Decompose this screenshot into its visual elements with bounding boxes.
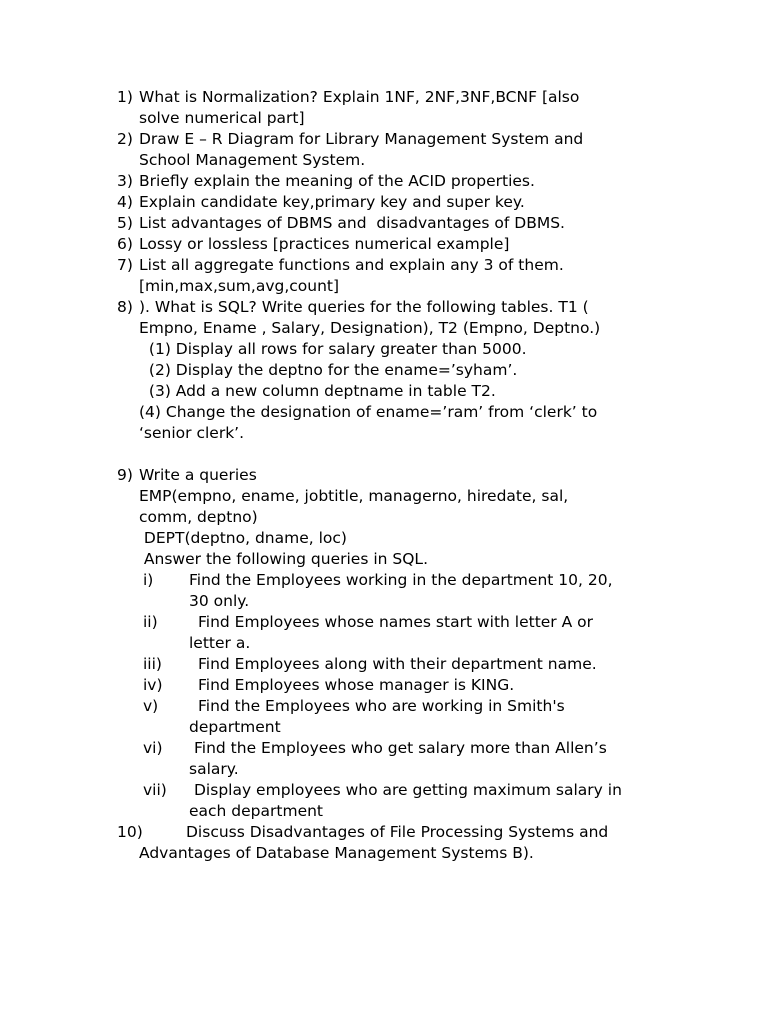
- sub-question-vii: [0, 780, 689, 822]
- question-number: 4): [117, 193, 133, 211]
- sub-question-text: department: [189, 718, 281, 736]
- sub-question-text: each department: [189, 802, 324, 820]
- question-text: Lossy or lossless [practices numerical example]: [139, 235, 510, 253]
- sub-question-ii: [0, 612, 689, 654]
- sub-question: (3) Add a new column deptname in table T2.: [144, 382, 496, 400]
- question-list: [0, 87, 768, 864]
- schema-line: EMP(empno, ename, jobtitle, managerno, hiredate, sal,: [139, 487, 569, 505]
- sub-question-iii: [0, 654, 689, 675]
- question-text: Write a queries: [139, 466, 257, 484]
- sub-question-text: Find the Employees who get salary more than Allen’s: [194, 739, 607, 757]
- question-text: School Management System.: [139, 151, 366, 169]
- question-text: Answer the following queries in SQL.: [139, 550, 428, 568]
- question-7: [0, 255, 679, 297]
- question-8: [0, 297, 679, 444]
- schema-line: DEPT(deptno, dname, loc): [139, 529, 347, 547]
- roman-number: iv): [143, 676, 163, 694]
- sub-question-text: Find the Employees who are working in Smith's: [198, 697, 565, 715]
- roman-number: iii): [143, 655, 162, 673]
- question-3: [0, 171, 679, 192]
- question-text: [min,max,sum,avg,count]: [139, 277, 340, 295]
- sub-question-text: Find Employees along with their department name.: [198, 655, 597, 673]
- sub-question-iv: [0, 675, 689, 696]
- sub-question-v: [0, 696, 689, 738]
- question-text: solve numerical part]: [139, 109, 305, 127]
- sub-question-text: Display employees who are getting maximum salary in: [194, 781, 622, 799]
- sub-question-vi: [0, 738, 689, 780]
- question-text: ). What is SQL? Write queries for the following tables. T1 (: [139, 298, 589, 316]
- sub-question: (1) Display all rows for salary greater than 5000.: [144, 340, 527, 358]
- question-text: List all aggregate functions and explain any 3 of them.: [139, 256, 564, 274]
- question-6: [0, 234, 679, 255]
- question-9: [0, 465, 679, 570]
- question-text: Empno, Ename , Salary, Designation), T2 (Empno, Deptno.): [139, 319, 601, 337]
- roman-number: vi): [143, 739, 163, 757]
- sub-question-text: 30 only.: [189, 592, 250, 610]
- sub-question: (4) Change the designation of ename=’ram’ from ‘clerk’ to: [139, 403, 598, 421]
- question-text: Explain candidate key,primary key and super key.: [139, 193, 525, 211]
- question-text: Advantages of Database Management Systems B).: [139, 844, 534, 862]
- roman-number: i): [143, 571, 154, 589]
- question-number: 8): [117, 298, 133, 316]
- question-text: What is Normalization? Explain 1NF, 2NF,3NF,BCNF [also: [139, 88, 580, 106]
- question-text: Briefly explain the meaning of the ACID properties.: [139, 172, 535, 190]
- roman-number: v): [143, 697, 159, 715]
- schema-line: comm, deptno): [139, 508, 258, 526]
- question-1: [0, 87, 679, 129]
- sub-question-text: salary.: [189, 760, 239, 778]
- question-text: Discuss Disadvantages of File Processing Systems and: [186, 823, 609, 841]
- question-10: [0, 822, 679, 864]
- sub-question: ‘senior clerk’.: [139, 424, 245, 442]
- sub-question-text: Find Employees whose names start with letter A or: [198, 613, 593, 631]
- sub-question: (2) Display the deptno for the ename=’syham’.: [144, 361, 518, 379]
- sub-question-text: Find the Employees working in the department 10, 20,: [189, 571, 613, 589]
- sub-question-text: letter a.: [189, 634, 251, 652]
- question-number: 2): [117, 130, 133, 148]
- question-text: List advantages of DBMS and disadvantages of DBMS.: [139, 214, 565, 232]
- question-text: Draw E – R Diagram for Library Management System and: [139, 130, 584, 148]
- roman-number: ii): [143, 613, 158, 631]
- question-number: 1): [117, 88, 133, 106]
- spacer: [0, 444, 768, 465]
- question-5: [0, 213, 679, 234]
- question-number: 7): [117, 256, 133, 274]
- question-number: 6): [117, 235, 133, 253]
- question-4: [0, 192, 679, 213]
- question-number: 9): [117, 466, 133, 484]
- question-number: 3): [117, 172, 133, 190]
- question-number: 5): [117, 214, 133, 232]
- question-number: 10): [117, 823, 143, 841]
- sub-question-i: [0, 570, 689, 612]
- roman-number: vii): [143, 781, 167, 799]
- sub-question-text: Find Employees whose manager is KING.: [198, 676, 515, 694]
- question-2: [0, 129, 679, 171]
